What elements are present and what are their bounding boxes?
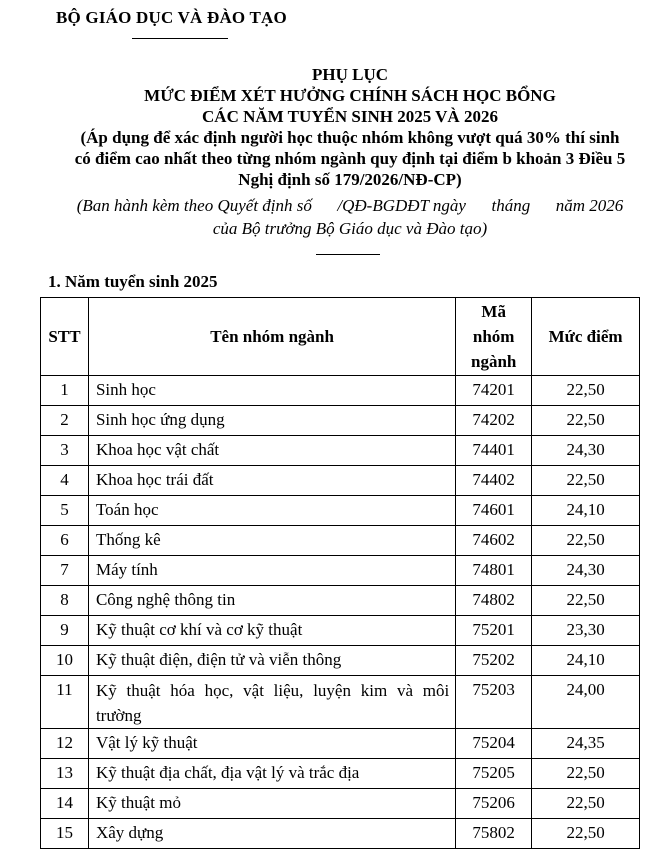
row-stt: 9 [41,616,89,646]
row-stt: 2 [41,406,89,436]
row-stt: 4 [41,466,89,496]
row-stt: 1 [41,376,89,406]
title-line-5: có điểm cao nhất theo từng nhóm ngành quy định tại điểm b khoản 3 Điều 5 [74,149,626,168]
table-row [41,526,640,556]
header-score: Mức điểm [532,298,640,376]
row-code: 75205 [456,759,532,789]
row-score: 22,50 [532,376,640,406]
row-score: 24,35 [532,729,640,759]
row-stt: 8 [41,586,89,616]
row-score: 24,10 [532,496,640,526]
row-score: 24,10 [532,646,640,676]
title-line-4: (Áp dụng để xác định người học thuộc nhóm không vượt quá 30% thí sinh [80,128,620,147]
header-stt: STT [41,298,89,376]
issuance-line-2: của Bộ trưởng Bộ Giáo dục và Đào tạo) [212,219,488,238]
title-line-6: Nghị định số 179/2026/NĐ-CP) [238,170,462,189]
row-name: Kỹ thuật cơ khí và cơ kỹ thuật [88,616,455,646]
row-name: Thống kê [88,526,455,556]
row-stt: 13 [41,759,89,789]
row-code: 75202 [456,646,532,676]
row-name: Máy tính [88,556,455,586]
row-name: Kỹ thuật hóa học, vật liệu, luyện kim và môi trường [88,676,455,729]
table-row [41,616,640,646]
row-code: 74401 [456,436,532,466]
row-stt: 7 [41,556,89,586]
issuance-note [30,194,666,240]
row-score: 22,50 [532,819,640,849]
row-name: Kỹ thuật mỏ [88,789,455,819]
table-row [41,436,640,466]
row-code: 75203 [456,676,532,729]
row-code: 75201 [456,616,532,646]
table-row [41,406,640,436]
header-code-line-3: ngành [470,352,517,371]
row-stt: 5 [41,496,89,526]
row-score: 22,50 [532,526,640,556]
header-name: Tên nhóm ngành [88,298,455,376]
row-code: 74602 [456,526,532,556]
row-score: 22,50 [532,466,640,496]
row-name: Toán học [88,496,455,526]
table-row [41,376,640,406]
ministry-underline [132,38,228,39]
row-name: Sinh học [88,376,455,406]
title-line-1: PHỤ LỤC [311,65,389,84]
title-line-3: CÁC NĂM TUYỂN SINH 2025 VÀ 2026 [202,107,498,126]
row-stt: 15 [41,819,89,849]
ministry-name: BỘ GIÁO DỤC VÀ ĐÀO TẠO [56,8,287,27]
issuance-line-1: (Ban hành kèm theo Quyết định số /QĐ-BGDĐT ngày tháng năm 2026 [76,196,624,215]
row-score: 24,30 [532,556,640,586]
row-name: Vật lý kỹ thuật [88,729,455,759]
row-code: 74802 [456,586,532,616]
issuance-divider [316,254,380,255]
row-score: 24,30 [532,436,640,466]
row-code: 75204 [456,729,532,759]
row-name: Công nghệ thông tin [88,586,455,616]
row-name: Sinh học ứng dụng [88,406,455,436]
document-title [30,64,666,190]
score-table [40,297,640,849]
row-score: 22,50 [532,406,640,436]
table-row [41,729,640,759]
row-code: 75802 [456,819,532,849]
row-stt: 14 [41,789,89,819]
table-row [41,646,640,676]
row-score: 22,50 [532,586,640,616]
row-score: 22,50 [532,759,640,789]
header-code-line-2: nhóm [472,327,515,346]
row-code: 74202 [456,406,532,436]
row-stt: 6 [41,526,89,556]
row-name: Khoa học trái đất [88,466,455,496]
table-row [41,556,640,586]
row-code: 74801 [456,556,532,586]
row-code: 74402 [456,466,532,496]
table-row [41,789,640,819]
table-header-row [41,298,640,376]
row-code: 74201 [456,376,532,406]
table-row [41,676,640,729]
row-score: 22,50 [532,789,640,819]
row-name: Kỹ thuật địa chất, địa vật lý và trắc địa [88,759,455,789]
table-row [41,819,640,849]
row-score: 23,30 [532,616,640,646]
row-name: Xây dựng [88,819,455,849]
header-code [456,298,532,376]
row-stt: 12 [41,729,89,759]
row-score: 24,00 [532,676,640,729]
table-row [41,586,640,616]
table-row [41,496,640,526]
row-code: 75206 [456,789,532,819]
table-row [41,466,640,496]
row-name: Khoa học vật chất [88,436,455,466]
section-title: 1. Năm tuyển sinh 2025 [48,272,218,291]
row-name: Kỹ thuật điện, điện tử và viễn thông [88,646,455,676]
row-stt: 11 [41,676,89,729]
header-code-line-1: Mã [481,302,506,321]
table-row [41,759,640,789]
row-stt: 10 [41,646,89,676]
row-stt: 3 [41,436,89,466]
row-code: 74601 [456,496,532,526]
title-line-2: MỨC ĐIỂM XÉT HƯỞNG CHÍNH SÁCH HỌC BỔNG [144,86,556,105]
